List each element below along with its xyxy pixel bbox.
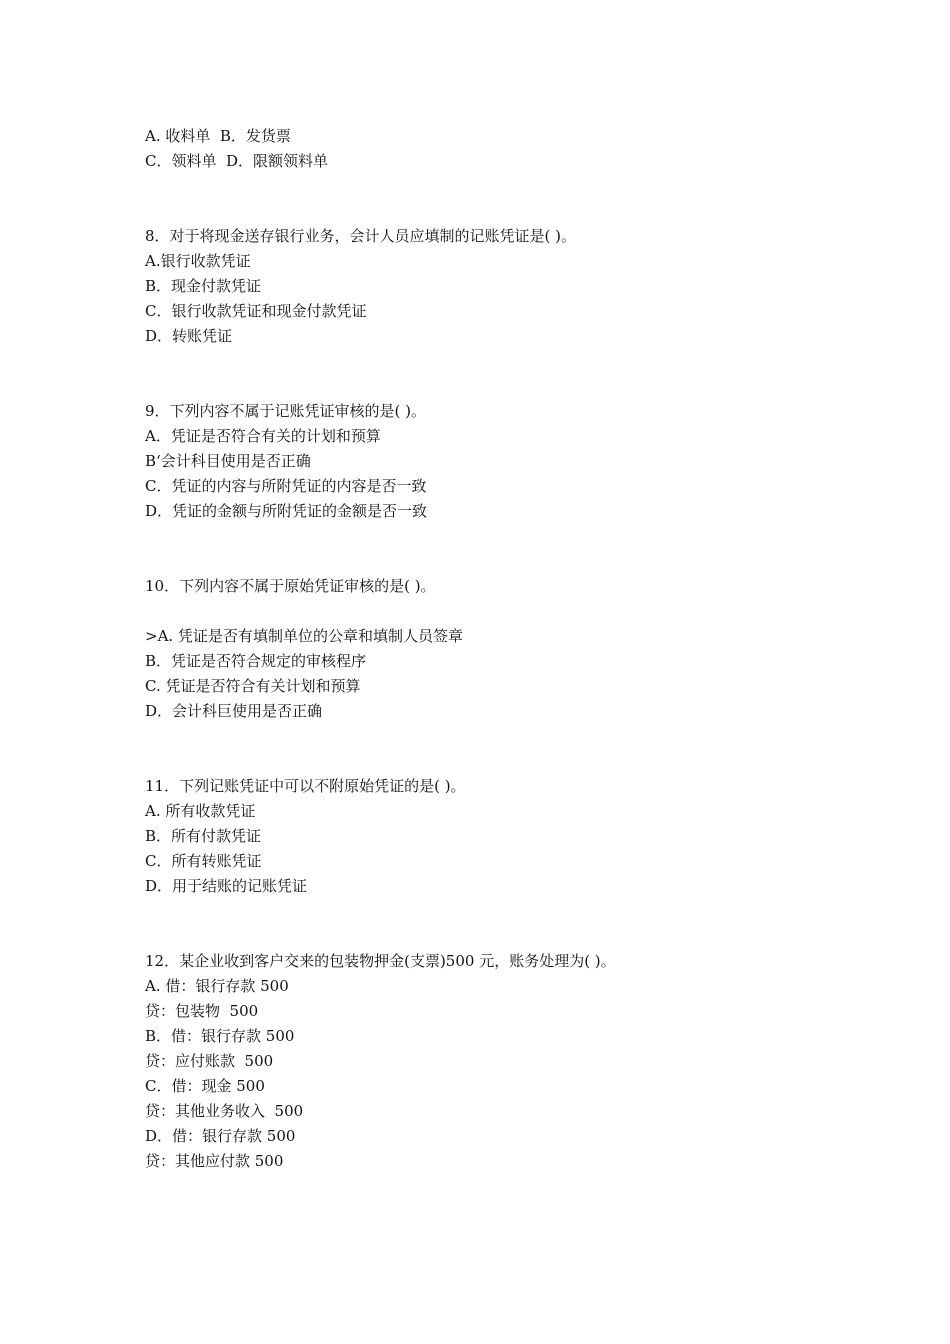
- q8-stem: 8．对于将现金送存银行业务，会计人员应填制的记账凭证是( )。: [145, 227, 577, 245]
- q12-option-a-credit: 贷：包装物 500: [145, 1002, 259, 1020]
- q9-option-c: C．凭证的内容与所附凭证的内容是否一致: [145, 477, 427, 495]
- q12-stem: 12．某企业收到客户交来的包装物押金(支票)500 元，账务处理为( )。: [145, 952, 616, 970]
- q8-option-a: A.银行收款凭证: [145, 252, 251, 270]
- q8-option-c: C．银行收款凭证和现金付款凭证: [145, 302, 367, 320]
- q11-option-b: B．所有付款凭证: [145, 827, 262, 845]
- q9-option-a: A．凭证是否符合有关的计划和预算: [145, 427, 381, 445]
- q9-option-b: B‘会计科目使用是否正确: [145, 452, 311, 470]
- spacer: [145, 899, 845, 949]
- question-9: [145, 399, 845, 524]
- q11-option-d: D．用于结账的记账凭证: [145, 877, 308, 895]
- spacer: [145, 174, 845, 224]
- q12-option-b-debit: B．借：银行存款 500: [145, 1027, 295, 1045]
- q12-option-b-credit: 贷：应付账款 500: [145, 1052, 274, 1070]
- spacer: [145, 524, 845, 574]
- question-10: [145, 574, 845, 724]
- q9-stem: 9．下列内容不属于记账凭证审核的是( )。: [145, 402, 427, 420]
- q12-option-c-debit: C．借：现金 500: [145, 1077, 265, 1095]
- q8-option-b: B．现金付款凭证: [145, 277, 262, 295]
- question-8: [145, 224, 845, 349]
- spacer: [145, 349, 845, 399]
- q12-option-d-credit: 贷：其他应付款 500: [145, 1152, 284, 1170]
- q10-option-a: >A. 凭证是否有填制单位的公章和填制人员签章: [145, 627, 463, 645]
- q12-option-d-debit: D．借：银行存款 500: [145, 1127, 296, 1145]
- q7-option-ab: A. 收料单 B．发货票: [145, 127, 291, 145]
- q11-option-a: A. 所有收款凭证: [145, 802, 256, 820]
- q10-option-d: D．会计科巨使用是否正确: [145, 702, 323, 720]
- q11-stem: 11．下列记账凭证中可以不附原始凭证的是( )。: [145, 777, 466, 795]
- spacer: [145, 724, 845, 774]
- q10-option-b: B．凭证是否符合规定的审核程序: [145, 652, 367, 670]
- q12-option-a-debit: A. 借：银行存款 500: [145, 977, 289, 995]
- question-12: [145, 949, 845, 1174]
- question-11: [145, 774, 845, 899]
- q10-option-c: C. 凭证是否符合有关计划和预算: [145, 677, 361, 695]
- q10-stem: 10．下列内容不属于原始凭证审核的是( )。: [145, 577, 436, 595]
- q7-option-cd: C．领料单 D．限额领料单: [145, 152, 329, 170]
- spacer: [145, 599, 845, 624]
- q9-option-d: D．凭证的金额与所附凭证的金额是否一致: [145, 502, 428, 520]
- q11-option-c: C．所有转账凭证: [145, 852, 262, 870]
- q12-option-c-credit: 贷：其他业务收入 500: [145, 1102, 304, 1120]
- question-7-options: [145, 124, 845, 174]
- q8-option-d: D．转账凭证: [145, 327, 233, 345]
- document-body: [145, 124, 845, 1174]
